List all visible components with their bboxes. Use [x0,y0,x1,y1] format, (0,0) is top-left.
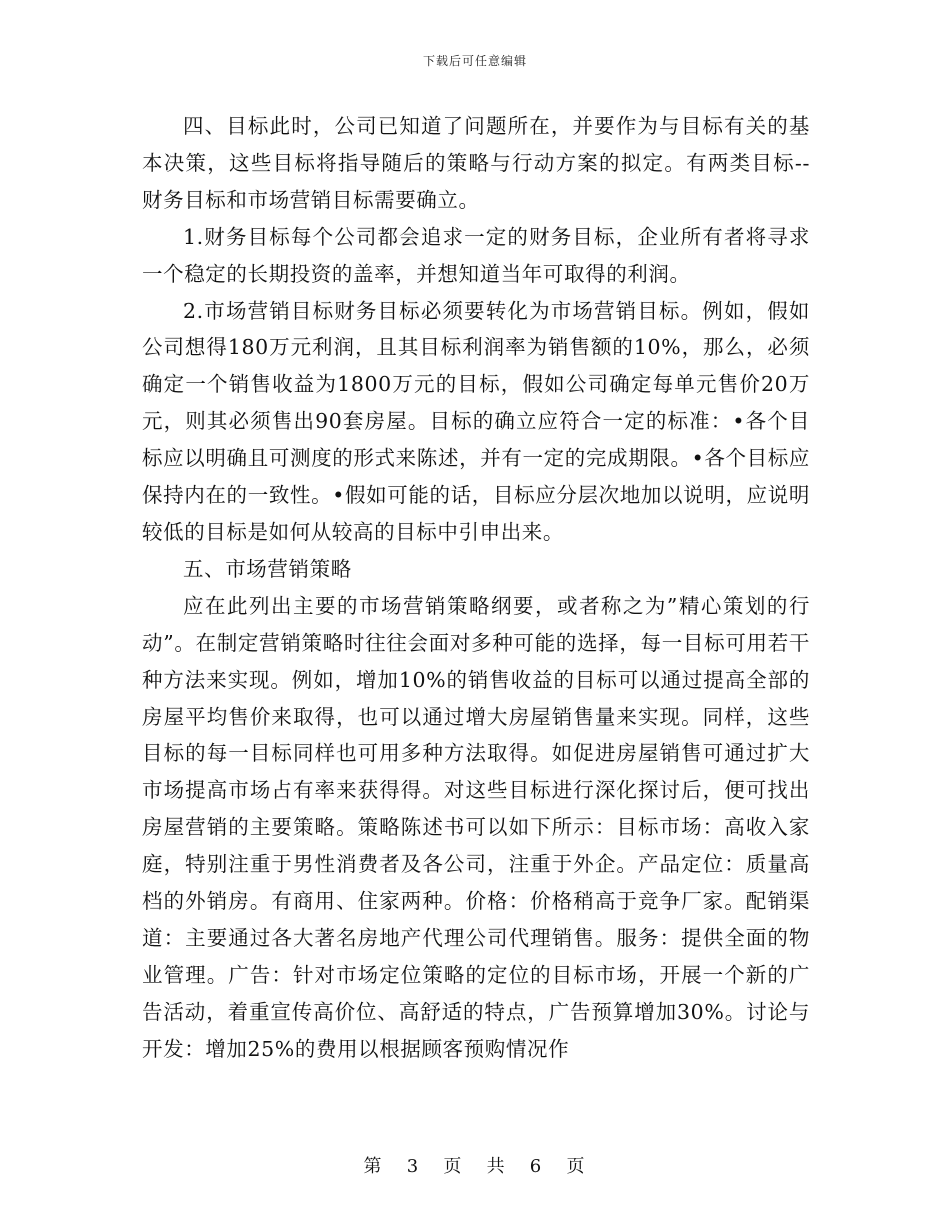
page-header: 下载后可任意编辑 [422,54,527,68]
paragraph-objectives: 四、目标此时，公司已知道了问题所在，并要作为与目标有关的基本决策，这些目标将指导随后的策略与行动方案的拟定。有两类目标--财务目标和市场营销目标需要确立。 [142,114,810,212]
footer-total-pages: 6 [529,1156,544,1177]
paragraph-marketing-strategy: 应在此列出主要的市场营销策略纲要，或者称之为”精心策划的行动”。在制定营销策略时往往会面对多种可能的选择，每一目标可用若干种方法来实现。例如，增加10%的销售收益的目标可以通过提高全部的房屋平均售价来取得，也可以通过增大房屋销售量来实现。同样，这些目标的每一目标同样也可用多种方法取得。如促进房屋销售可通过扩大市场提高市场占有率来获得得。对这些目标进行深化探讨后，便可找出房屋营销的主要策略。策略陈述书可以如下所示：目标市场：高收入家庭，特别注重于男性消费者及各公司，注重于外企。产品定位：质量高档的外销房。有商用、住家两种。价格：价格稍高于竞争厂家。配销渠道：主要通过各大著名房地产代理公司代理销售。服务：提供全面的物业管理。广告：针对市场定位策略的定位的目标市场，开展一个新的广告活动，着重宣传高价位、高舒适的特点，广告预算增加30%。讨论与开发：增加25%的费用以根据顾客预购情况作 [142,593,810,1061]
footer-current-page: 3 [406,1156,421,1177]
footer-total-word: 共 [486,1156,507,1177]
section-heading-marketing-strategy: 五、市场营销策略 [183,556,352,581]
footer-page-word: 页 [443,1156,464,1177]
paragraph-marketing-objectives: 2.市场营销目标财务目标必须要转化为市场营销目标。例如，假如公司想得180万元利润，且其目标利润率为销售额的10%，那么，必须确定一个销售收益为1800万元的目标，假如公司确定每单元售价20万元，则其必须售出90套房屋。目标的确立应符合一定的标准：•各个目标应以明确且可测度的形式来陈述，并有一定的完成期限。•各个目标应保持内在的一致性。•假如可能的话，目标应分层次地加以说明，应说明较低的目标是如何从较高的目标中引申出来。 [142,298,810,544]
page-footer [0,1152,950,1178]
document-body [142,108,810,1068]
footer-prefix: 第 [363,1156,384,1177]
footer-suffix: 页 [566,1156,587,1177]
paragraph-financial-objectives: 1.财务目标每个公司都会追求一定的财务目标，企业所有者将寻求一个稳定的长期投资的盖率，并想知道当年可取得的利润。 [142,224,810,286]
